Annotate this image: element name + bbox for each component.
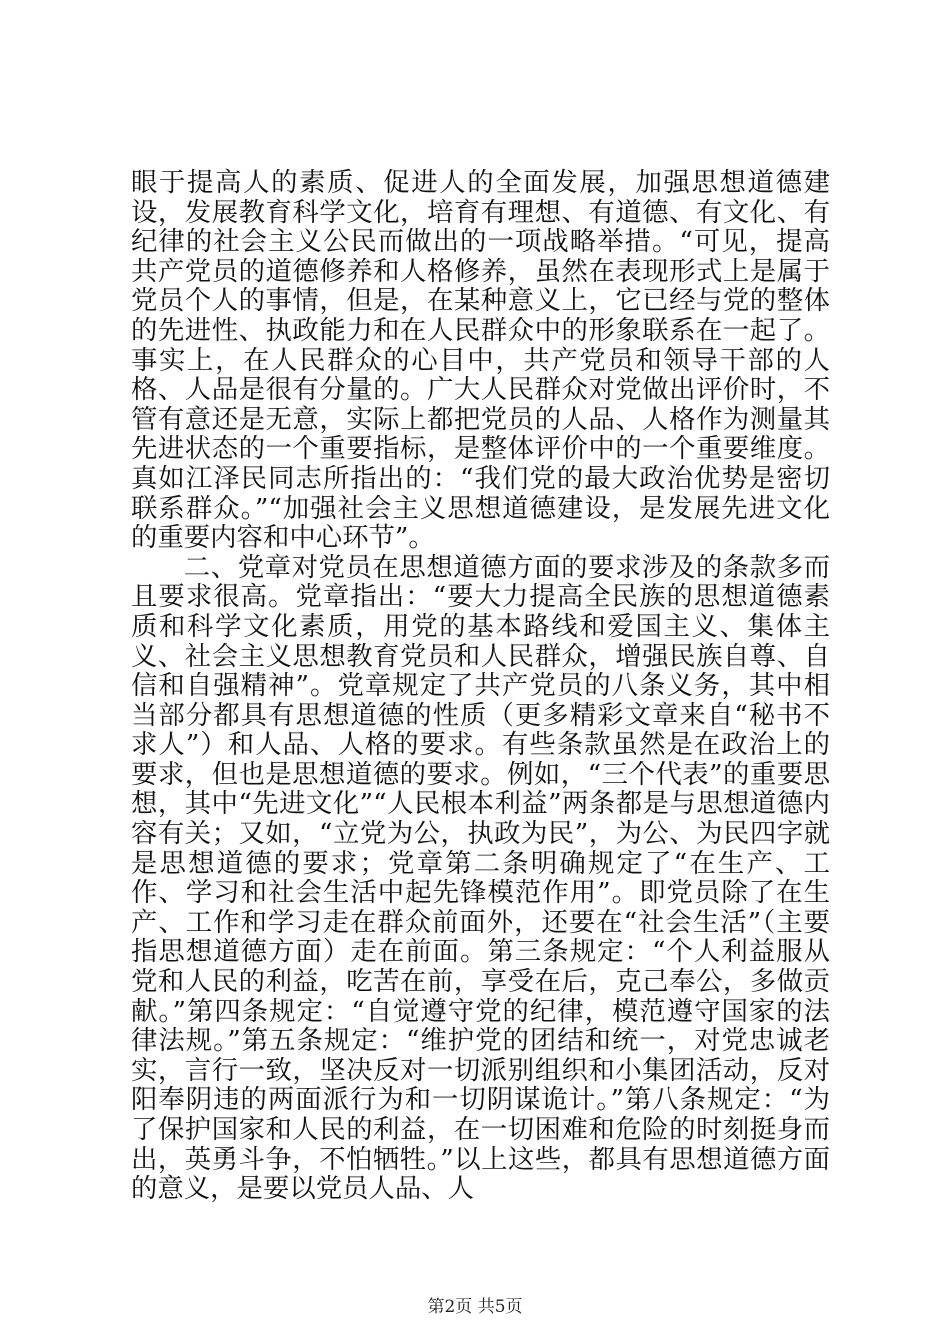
- page-number-footer: 第2页 共5页: [427, 1297, 523, 1317]
- document-body: [131, 168, 830, 1204]
- paragraph-section-two: 二、党章对党员在思想道德方面的要求涉及的条款多而且要求很高。党章指出：“要大力提高全民族的思想道德素质和科学文化素质，用党的基本路线和爱国主义、集体主义、社会主义思想教育党员和人民群众，增强民族自尊、自信和自强精神”。党章规定了共产党员的八条义务，其中相当部分都具有思想道德的性质（更多精彩文章来自“秘书不求人”）和人品、人格的要求。有些条款虽然是在政治上的要求，但也是思想道德的要求。例如，“三个代表”的重要思想，其中“先进文化”“人民根本利益”两条都是与思想道德内容有关；又如，“立党为公，执政为民”，为公、为民四字就是思想道德的要求；党章第二条明确规定了“在生产、工作、学习和社会生活中起先锋模范作用”。即党员除了在生产、工作和学习走在群众前面外，还要在“社会生活”（主要指思想道德方面）走在前面。第三条规定：“个人利益服从党和人民的利益，吃苦在前，享受在后，克己奉公，多做贡献。”第四条规定：“自觉遵守党的纪律，模范遵守国家的法律法规。”第五条规定：“维护党的团结和统一，对党忠诚老实，言行一致，坚决反对一切派别组织和小集团活动，反对阳奉阴违的两面派行为和一切阴谋诡计。”第八条规定：“为了保护国家和人民的利益，在一切困难和危险的时刻挺身而出，英勇斗争，不怕牺牲。”以上这些，都具有思想道德方面的意义，是要以党员人品、人: [131, 551, 830, 1205]
- paragraph-continuation: 眼于提高人的素质、促进人的全面发展，加强思想道德建设，发展教育科学文化，培育有理想、有道德、有文化、有纪律的社会主义公民而做出的一项战略举措。“可见，提高共产党员的道德修养和人格修养，虽然在表现形式上是属于党员个人的事情，但是，在某种意义上，它已经与党的整体的先进性、执政能力和在人民群众中的形象联系在一起了。事实上，在人民群众的心目中，共产党员和领导干部的人格、人品是很有分量的。广大人民群众对党做出评价时，不管有意还是无意，实际上都把党员的人品、人格作为测量其先进状态的一个重要指标，是整体评价中的一个重要维度。真如江泽民同志所指出的：“我们党的最大政治优势是密切联系群众。”“加强社会主义思想道德建设，是发展先进文化的重要内容和中心环节”。: [131, 167, 830, 554]
